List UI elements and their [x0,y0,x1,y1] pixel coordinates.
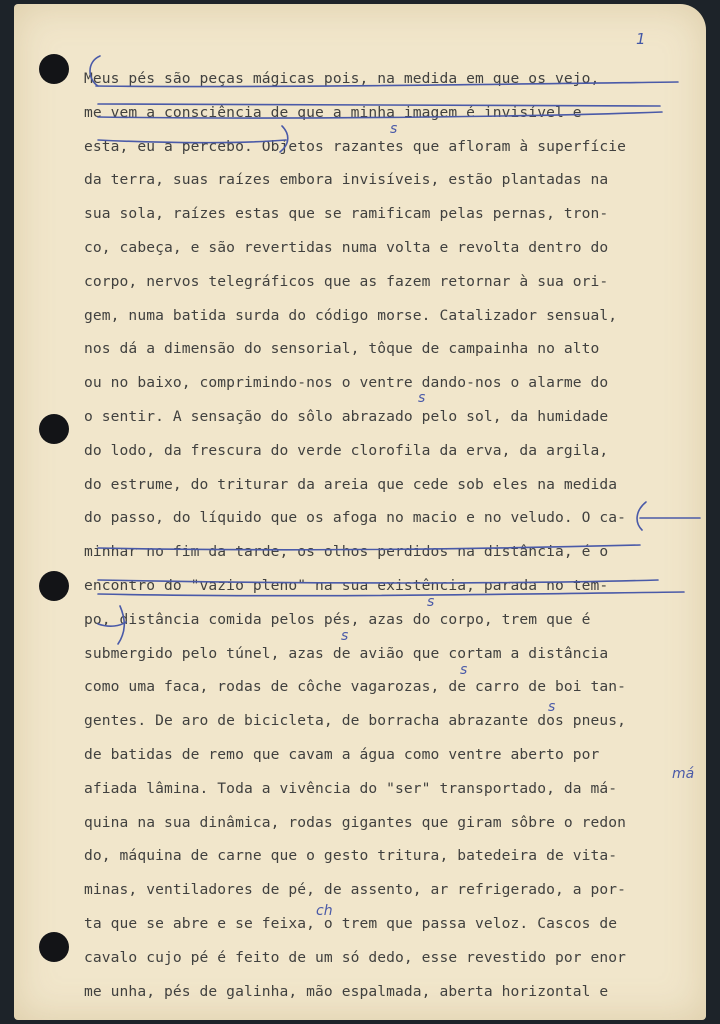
text-line: Meus pés são peças mágicas pois, na medida em que os vejo, [84,70,600,87]
text-line: afiada lâmina. Toda a vivência do "ser" transportado, da má- [84,779,618,797]
text-line: sua sola, raízes estas que se ramificam pelas pernas, tron- [84,205,609,223]
correction-s: s [427,594,435,610]
text-line: encontro do "vazio pleno" na sua existência, parada no tem- [84,576,609,594]
correction-ma: má [672,766,695,782]
correction-s: s [460,662,468,678]
text-line: co, cabeça, e são revertidas numa volta e revolta dentro do [84,238,609,256]
correction-s: s [390,121,398,137]
text-line: o sentir. A sensação do sôlo abrazado pelo sol, da humidade [84,407,609,425]
text-line: de batidas de remo que cavam a água como ventre aberto por [84,745,600,763]
binder-hole [39,571,69,601]
text-line: cavalo cujo pé é feito de um só dedo, esse revestido por enor [84,948,627,966]
text-line: po, distância comida pelos pés, azas do corpo, trem que é [84,610,591,628]
correction-s: s [341,628,349,644]
text-line: esta, eu a percebo. Objetos razantes que afloram à superfície [84,137,627,155]
text-line: ta que se abre e se feixa, o trem que passa veloz. Cascos de [84,914,618,932]
text-line: corpo, nervos telegráficos que as fazem retornar à sua ori- [84,272,609,290]
text-line: gem, numa batida surda do código morse. Catalizador sensual, [84,306,618,324]
text-line: submergido pelo túnel, azas de avião que cortam a distância [84,644,609,662]
page-number: 1 [636,30,646,48]
text-line: quina na sua dinâmica, rodas gigantes que giram sôbre o redon [84,813,627,831]
correction-s: s [548,699,556,715]
text-line: gentes. De aro de bicicleta, de borracha abrazante dos pneus, [84,712,627,730]
text-line: ou no baixo, comprimindo-nos o ventre dando-nos o alarme do [84,374,609,392]
text-line: minas, ventiladores de pé, de assento, ar refrigerado, a por- [84,881,627,899]
text-line: me unha, pés de galinha, mão espalmada, aberta horizontal e [84,982,609,1000]
text-line: do estrume, do triturar da areia que cede sob eles na medida [84,475,618,493]
typed-text-body [84,62,626,1008]
binder-hole [39,414,69,444]
correction-ch: ch [316,903,333,919]
text-line: da terra, suas raízes embora invisíveis, estão plantadas na [84,171,609,189]
text-line: do lodo, da frescura do verde clorofila da erva, da argila, [84,441,609,459]
correction-s: s [418,390,426,406]
text-line: do passo, do líquido que os afoga no macio e no veludo. O ca- [84,509,627,527]
text-line: nos dá a dimensão do sensorial, tôque de campainha no alto [84,340,600,358]
binder-hole [39,932,69,962]
text-line: me vem a consciência de que a minha imagem é invisível e [84,103,582,121]
text-line: do, máquina de carne que o gesto tritura, batedeira de vita- [84,847,618,865]
binder-hole [39,54,69,84]
text-line: como uma faca, rodas de côche vagarozas, de carro de boi tan- [84,678,627,696]
text-line: minhar no fim da tarde, os olhos perdidos na distância, é o [84,543,609,561]
